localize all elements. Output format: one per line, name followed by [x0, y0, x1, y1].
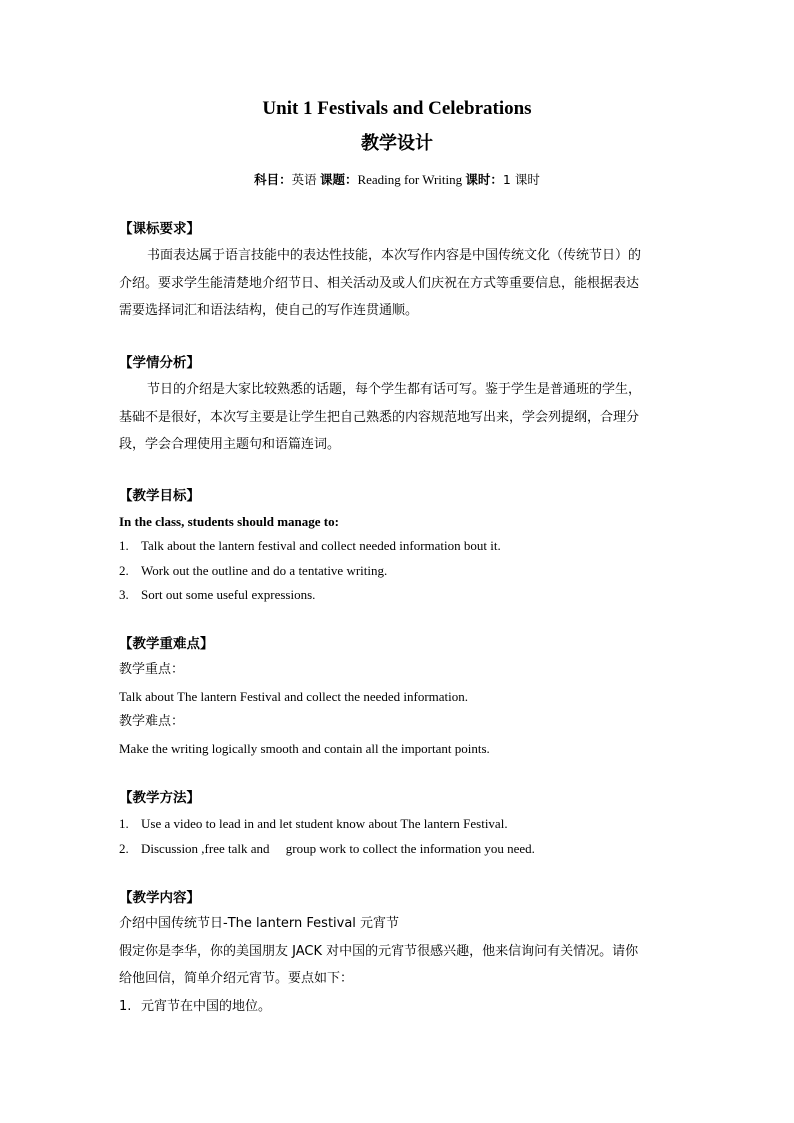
difficult-point-text: Make the writing logically smooth and contain all the important points.: [119, 741, 490, 756]
standards-line: 书面表达属于语言技能中的表达性技能，本次写作内容是中国传统文化（传统节日）的: [147, 248, 642, 263]
objective-text: Sort out some useful expressions.: [141, 587, 316, 602]
standards-heading: 【课标要求】: [119, 221, 200, 237]
topic-value: Reading for Writing: [357, 172, 463, 187]
topic-label: 课题：: [319, 172, 358, 187]
subject-label: 科目：: [254, 172, 292, 187]
objective-text: Talk about the lantern festival and collect needed information bout it.: [141, 538, 501, 553]
analysis-line: 段，学会合理使用主题句和语篇连词。: [119, 437, 341, 452]
objective-text: Work out the outline and do a tentative writing.: [141, 563, 388, 578]
method-item: [119, 814, 508, 834]
objective-item: [119, 561, 387, 581]
document-subtitle: 教学设计: [361, 133, 433, 154]
objective-item: [119, 536, 501, 556]
method-number: 1.: [119, 816, 129, 831]
standards-line: 需要选择词汇和语法结构，使自己的写作连贯通顺。: [119, 303, 419, 318]
analysis-heading: 【学情分析】: [119, 355, 200, 371]
key-points-heading: 【教学重难点】: [119, 636, 214, 652]
objectives-intro: In the class, students should manage to:: [119, 514, 339, 529]
key-point-text: Talk about The lantern Festival and collect the needed information.: [119, 689, 469, 704]
content-line: 假定你是李华，你的美国朋友 JACK 对中国的元宵节很感兴趣，他来信询问有关情况。请你: [119, 944, 639, 959]
content-item-number: 1.: [119, 999, 132, 1014]
content-item-text: 元宵节在中国的地位。: [141, 999, 272, 1014]
content-heading: 【教学内容】: [119, 890, 200, 906]
content-item: [119, 997, 271, 1017]
methods-heading: 【教学方法】: [119, 790, 200, 806]
objective-number: 3.: [119, 587, 129, 602]
course-meta-line: [0, 170, 794, 190]
objective-item: [119, 585, 315, 605]
method-text: Discussion ,free talk and group work to collect the information you need.: [141, 841, 535, 856]
objective-number: 1.: [119, 538, 129, 553]
analysis-line: 基础不是很好，本次写主要是让学生把自己熟悉的内容规范地写出来，学会列提纲，合理分: [119, 410, 640, 425]
difficult-point-label: 教学难点：: [119, 714, 185, 729]
method-text: Use a video to lead in and let student know about The lantern Festival.: [141, 816, 508, 831]
key-point-label: 教学重点：: [119, 662, 185, 677]
period-value: 1 课时: [502, 172, 540, 187]
period-label: 课时：: [465, 172, 503, 187]
content-topic-line: 介绍中国传统节日-The lantern Festival 元宵节: [119, 916, 400, 931]
method-item: [119, 839, 535, 859]
subject-value: 英语: [291, 172, 317, 187]
standards-line: 介绍。要求学生能清楚地介绍节日、相关活动及或人们庆祝在方式等重要信息，能根据表达: [119, 276, 640, 291]
document-title: Unit 1 Festivals and Celebrations: [262, 98, 532, 119]
analysis-line: 节日的介绍是大家比较熟悉的话题，每个学生都有话可写。鉴于学生是普通班的学生，: [147, 382, 642, 397]
objectives-heading: 【教学目标】: [119, 488, 200, 504]
objective-number: 2.: [119, 563, 129, 578]
method-number: 2.: [119, 841, 129, 856]
content-line: 给他回信，简单介绍元宵节。要点如下：: [119, 971, 354, 986]
